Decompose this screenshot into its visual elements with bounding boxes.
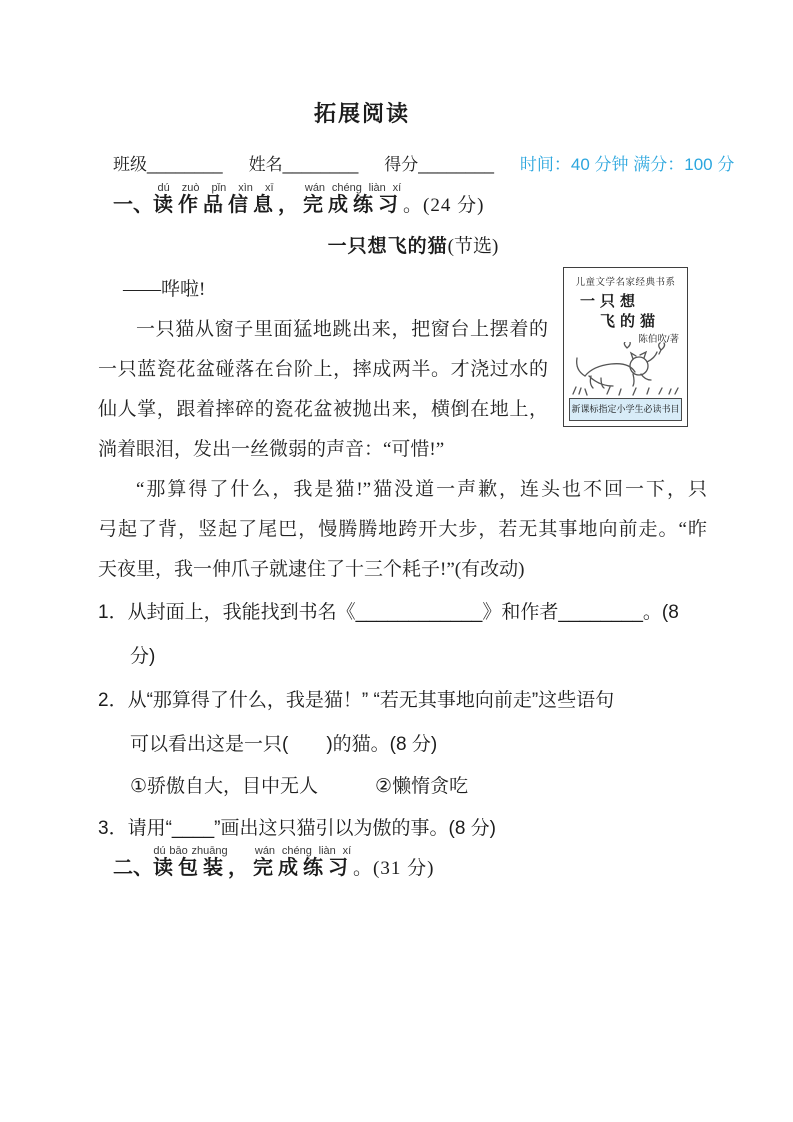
class-field <box>113 150 223 175</box>
passage-line: 淌着眼泪，发出一丝微弱的声音：“可惜!” <box>98 439 445 460</box>
cat-illustration-icon <box>567 342 685 398</box>
question2-option1: ①骄傲自大，目中无人 <box>130 776 319 797</box>
class-blank: ________ <box>147 155 223 174</box>
book-author: 陈伯吹/著 <box>638 334 679 345</box>
section2-phrase2-pinyin: wán chéng liàn xí <box>253 845 353 857</box>
score-label: 得分 <box>384 155 419 174</box>
passage-line: 一只猫从窗子里面猛地跳出来，把窗台上摆着的 <box>136 319 548 340</box>
passage-title-main: 一只想飞的猫 <box>327 236 448 257</box>
book-series-label: 儿童文学名家经典书系 <box>575 277 676 288</box>
name-label: 姓名 <box>248 155 283 174</box>
section1-phrase1-pinyin: dú zuò pǐn xìn xī <box>153 182 278 194</box>
section2-marker: 二、 <box>113 857 153 879</box>
passage-line: 一只蓝瓷花盆碰落在台阶上，摔成两半。才浇过水的 <box>98 359 548 380</box>
score-field <box>384 150 494 175</box>
passage-line: ——哗啦! <box>123 279 206 300</box>
passage-title-suffix: (节选) <box>447 236 499 257</box>
section1-phrase1: 读作品信息dú zuò pǐn xìn xī <box>153 182 278 216</box>
question2-line1: 2．从“那算得了什么，我是猫！” “若无其事地向前走”这些语句 <box>98 690 615 711</box>
section1-phrase2-pinyin: wán chéng liàn xí <box>303 182 403 194</box>
section2-phrase1: 读包装dú bāo zhuāng <box>153 845 228 879</box>
question1-line2: 分) <box>130 646 156 667</box>
class-label: 班级 <box>113 155 147 174</box>
section2-phrase1-pinyin: dú bāo zhuāng <box>153 845 228 857</box>
section1-score: 。(24 分) <box>403 195 485 216</box>
book-banner: 新课标指定小学生必读书目 <box>569 398 682 421</box>
section2-phrase2: 完成练习wán chéng liàn xí <box>253 845 353 879</box>
section2-comma: ， <box>228 857 253 879</box>
passage-line: 天夜里，我一伸爪子就逮住了十三个耗子!”(有改动) <box>98 559 525 580</box>
student-info-row <box>113 150 735 175</box>
time-and-full-score: 时间：40 分钟 满分：100 分 <box>519 155 735 174</box>
page-title: 拓展阅读 <box>313 101 410 126</box>
section2-score: 。(31 分) <box>353 858 435 879</box>
section1-marker: 一、 <box>113 194 153 216</box>
question2-option2: ②懒惰贪吃 <box>375 776 469 797</box>
question1-line1: 1．从封面上，我能找到书名《____________》和作者________。(8 <box>98 602 679 623</box>
section1-heading <box>113 182 484 217</box>
score-blank: ________ <box>418 155 494 174</box>
section1-phrase2: 完成练习wán chéng liàn xí <box>303 182 403 216</box>
passage-line: 仙人掌，跟着摔碎的瓷花盆被抛出来，横倒在地上， <box>98 399 548 420</box>
passage-line: “那算得了什么，我是猫!”猫没道一声歉，连头也不回一下，只 <box>136 479 707 500</box>
name-field <box>249 150 359 175</box>
passage-line: 弓起了背，竖起了尾巴，慢腾腾地跨开大步，若无其事地向前走。“昨 <box>98 519 707 540</box>
book-title-line2: 飞的猫 <box>600 313 661 330</box>
book-cover <box>563 267 688 427</box>
book-title-line1: 一只想 <box>580 293 641 310</box>
passage-title <box>33 231 793 258</box>
section1-comma: ， <box>278 194 303 216</box>
name-blank: ________ <box>282 155 359 174</box>
question3: 3．请用“____”画出这只猫引以为傲的事。(8 分) <box>98 818 496 839</box>
question2-options <box>130 774 750 800</box>
question2-line2: 可以看出这是一只( )的猫。(8 分) <box>130 734 438 755</box>
section2-heading <box>113 845 434 880</box>
